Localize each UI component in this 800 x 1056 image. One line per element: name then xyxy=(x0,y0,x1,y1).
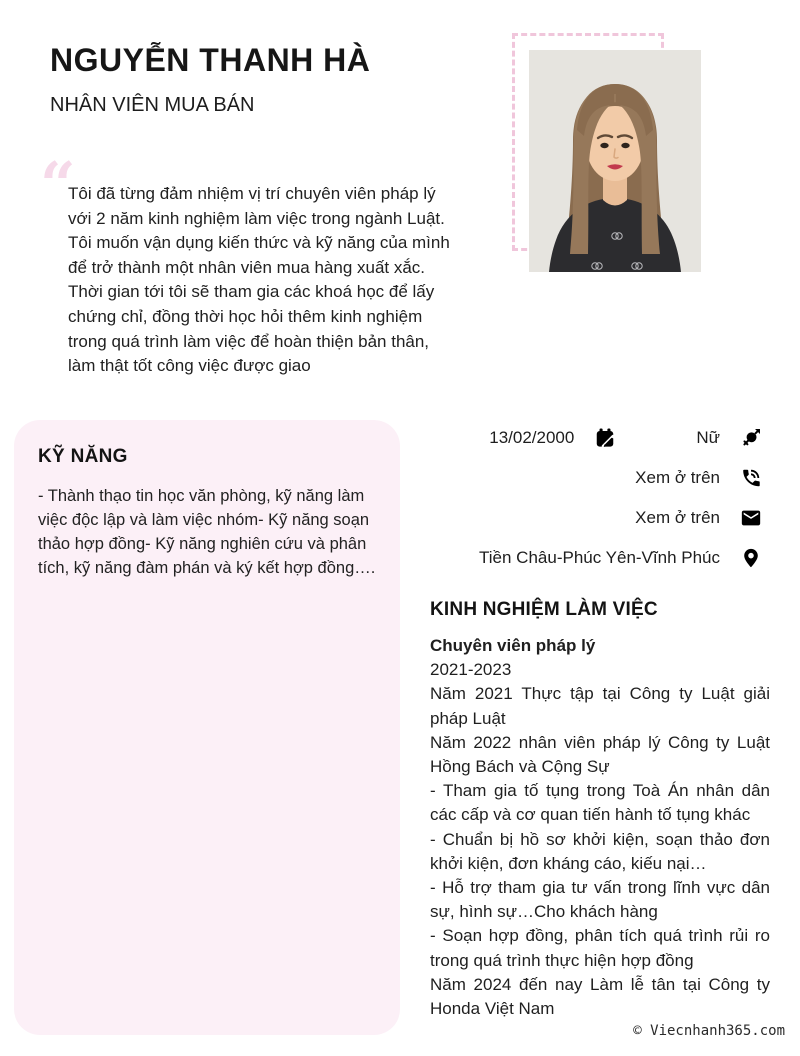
address-value: Tiền Châu-Phúc Yên-Vĩnh Phúc xyxy=(479,548,720,567)
experience-period: 2021-2023 xyxy=(430,660,512,680)
birthday-value: 13/02/2000 xyxy=(489,428,575,447)
copyright-text: © Viecnhanh365.com xyxy=(633,1023,785,1039)
location-icon xyxy=(740,547,762,569)
quote-text: Tôi đã từng đảm nhiệm vị trí chuyên viên pháp lý với 2 năm kinh nghiệm làm việc trong ngành Luật. Tôi muốn vận dụng kiến thức và kỹ năng của mình để trở thành một nhân viên mua hàng xuất xắc. Thời gian tới tôi sẽ tham gia các khoá học để lấy chứng chỉ, đồng thời học hỏi thêm kinh nghiệm trong quá trình làm việc để hoàn thiện bản thân, làm thật tốt công việc được giao xyxy=(68,184,450,376)
address-group xyxy=(479,547,762,569)
experience-detail: Năm 2024 đến nay Làm lễ tân tại Công ty Honda Việt Nam xyxy=(430,974,770,1019)
contact-row-address xyxy=(430,545,762,571)
email-icon xyxy=(740,507,762,529)
experience-detail: - Soạn hợp đồng, phân tích quá trình rủi ro trong quá trình thực hiện hợp đồng xyxy=(430,926,770,970)
email-group xyxy=(635,507,762,529)
phone-group xyxy=(635,467,762,489)
contact-row-email xyxy=(430,505,762,531)
phone-value: Xem ở trên xyxy=(635,468,720,487)
email-value: Xem ở trên xyxy=(635,508,720,527)
experience-detail: - Chuẩn bị hồ sơ khởi kiện, soạn thảo đơn khởi kiện, đơn kháng cáo, kiếu nại… xyxy=(430,829,770,873)
experience-job-title: Chuyên viên pháp lý xyxy=(430,636,596,655)
contact-row-phone xyxy=(430,465,762,491)
gender-icon xyxy=(740,427,762,449)
skills-text: - Thành thạo tin học văn phòng, kỹ năng làm việc độc lập và làm việc nhóm- Kỹ năng soạn thảo hợp đồng- Kỹ năng nghiên cứu và phân tích, kỹ năng đàm phán và ký kết hợp đồng…. xyxy=(38,487,376,577)
experience-detail: - Tham gia tố tụng trong Toà Án nhân dân các cấp và cơ quan tiến hành tố tụng khác xyxy=(430,781,770,825)
phone-icon xyxy=(740,467,762,489)
experience-detail: Năm 2022 nhân viên pháp lý Công ty Luật Hồng Bách và Cộng Sự xyxy=(430,732,770,777)
quote-icon: “ xyxy=(40,148,76,221)
candidate-job-title: NHÂN VIÊN MUA BÁN xyxy=(50,94,255,116)
contact-row-birthday-gender xyxy=(430,425,762,451)
experience-body xyxy=(430,634,770,1021)
experience-detail: Năm 2021 Thực tập tại Công ty Luật giải pháp Luật xyxy=(430,684,770,728)
portrait-illustration xyxy=(529,50,701,272)
skills-section xyxy=(14,420,400,1035)
calendar-edit-icon xyxy=(594,427,616,449)
profile-photo xyxy=(529,50,701,272)
gender-group xyxy=(696,427,762,449)
candidate-name: NGUYỄN THANH HÀ xyxy=(50,42,371,78)
experience-detail: - Hỗ trợ tham gia tư vấn trong lĩnh vực dân sự, hình sự…Cho khách hàng xyxy=(430,878,770,922)
skills-heading: KỸ NĂNG xyxy=(38,446,128,467)
birthday-group xyxy=(489,427,616,449)
gender-value: Nữ xyxy=(696,428,720,447)
experience-heading: KINH NGHIỆM LÀM VIỆC xyxy=(430,599,658,620)
